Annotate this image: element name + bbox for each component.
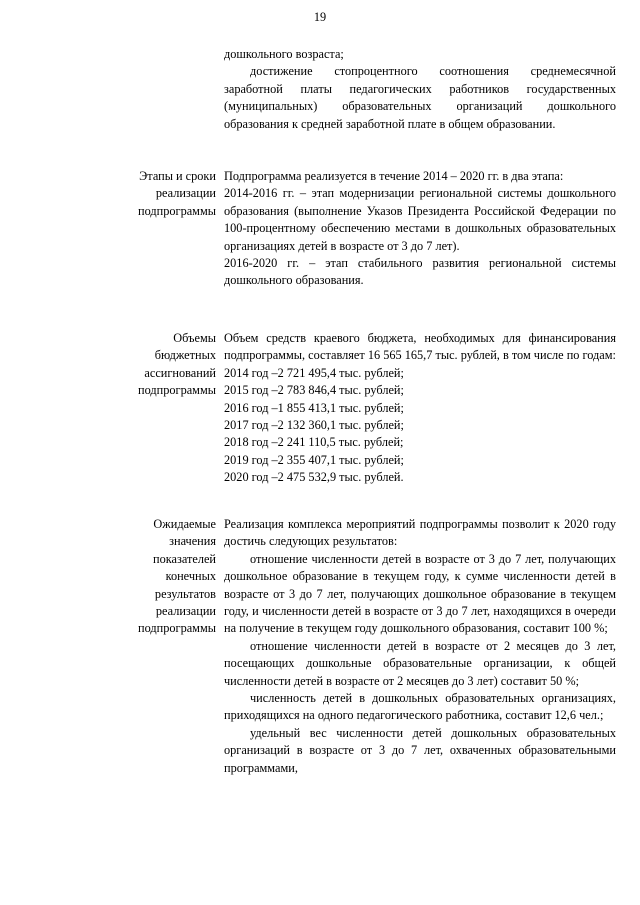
paragraph: отношение численности детей в возрасте от 3 до 7 лет, получающих дошкольное образование в текущем году, к сумме численности детей в возрасте от 3 до 7 лет, получающих дошкольное образование в текущем году, и численности детей в возрасте от 3 до 7 лет, находящихся в очереди на получение в текущем году дошкольного образования, составит 100 %; bbox=[224, 551, 616, 636]
paragraph: 2014-2016 гг. – этап модернизации региональной системы дошкольного образования (выполнение Указов Президента Российской Федерации по 100-процентному обеспечению местами в дошкольных образовательных организациях детей в возрасте от 3 до 7 лет). bbox=[224, 186, 616, 253]
budget-year-line: 2017 год –2 132 360,1 тыс. рублей; bbox=[224, 418, 404, 433]
row-label: Объемы бюджетных ассигнований подпрограммы bbox=[138, 331, 216, 398]
paragraph: отношение численности детей в возрасте от 2 месяцев до 3 лет, посещающих дошкольные образовательные организации, к общей численности детей в возрасте от 2 месяцев до 3 лет) составит 50 %; bbox=[224, 638, 616, 688]
paragraph: Подпрограмма реализуется в течение 2014 – 2020 гг. в два этапа: bbox=[224, 169, 564, 183]
row-content bbox=[224, 46, 616, 133]
paragraph: численность детей в дошкольных образовательных организациях, приходящихся на одного педагогического работника, составит 12,6 чел.; bbox=[224, 691, 616, 723]
budget-year-line: 2016 год –1 855 413,1 тыс. рублей; bbox=[224, 400, 404, 415]
page-number: 19 bbox=[313, 10, 327, 24]
row-content bbox=[224, 168, 616, 290]
row-label: Этапы и сроки реализации подпрограммы bbox=[138, 169, 216, 218]
budget-year-line: 2014 год –2 721 495,4 тыс. рублей; bbox=[224, 365, 404, 380]
paragraph: дошкольного возраста; bbox=[224, 47, 344, 61]
paragraph: достижение стопроцентного соотношения среднемесячной заработной платы педагогических работников государственных (муниципальных) образовательных организаций дошкольного образования к средней заработной плате в общем образовании. bbox=[224, 64, 616, 131]
budget-year-line: 2019 год –2 355 407,1 тыс. рублей; bbox=[224, 452, 404, 467]
budget-year-line: 2015 год –2 783 846,4 тыс. рублей; bbox=[224, 383, 404, 398]
row-label: Ожидаемые значения показателей конечных результатов реализации подпрограммы bbox=[138, 517, 216, 636]
budget-year-line: 2020 год –2 475 532,9 тыс. рублей. bbox=[224, 470, 404, 485]
paragraph: Реализация комплекса мероприятий подпрограммы позволит к 2020 году достичь следующих результатов: bbox=[224, 517, 616, 549]
row-content bbox=[224, 516, 616, 777]
row-content bbox=[224, 330, 616, 487]
paragraph: Объем средств краевого бюджета, необходимых для финансирования подпрограммы, составляет 16 565 165,7 тыс. рублей, в том числе по годам: bbox=[224, 331, 616, 363]
paragraph: 2016-2020 гг. – этап стабильного развития региональной системы дошкольного образования. bbox=[224, 256, 616, 288]
budget-year-line: 2018 год –2 241 110,5 тыс. рублей; bbox=[224, 435, 404, 450]
paragraph: удельный вес численности детей дошкольных образовательных организаций в возрасте от 3 до 7 лет, охваченных образовательными программами, bbox=[224, 725, 616, 775]
